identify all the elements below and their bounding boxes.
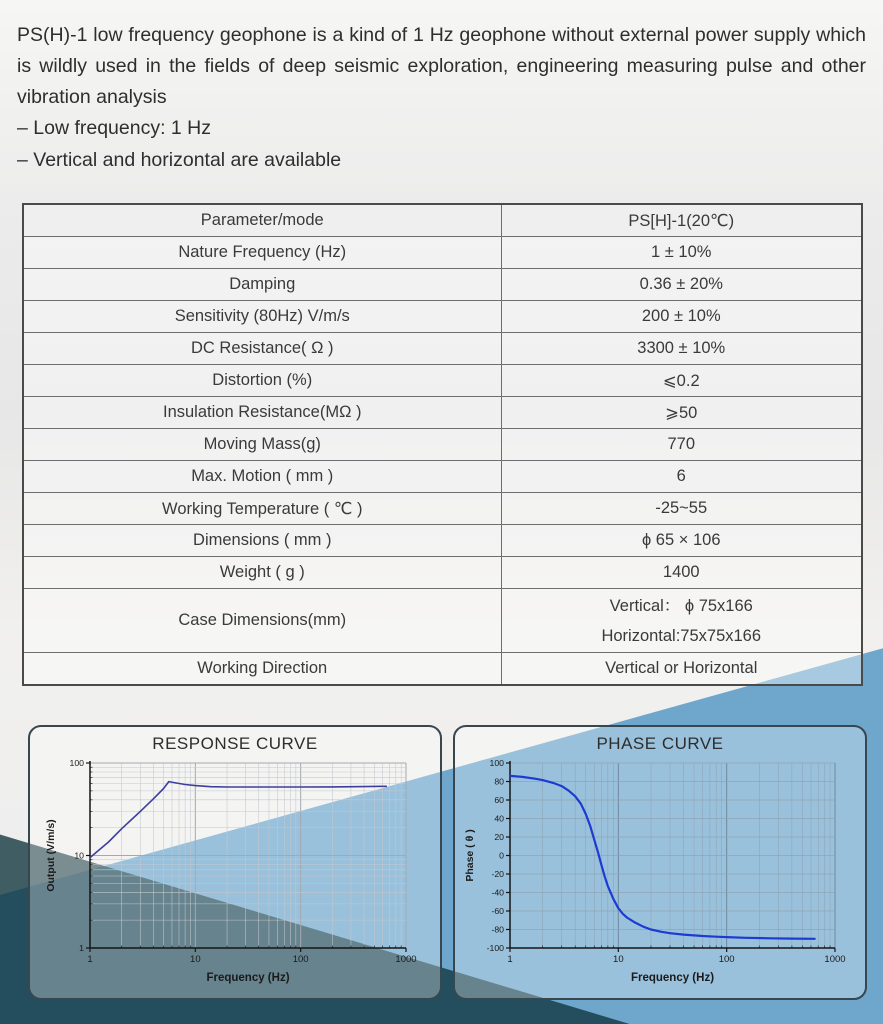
value-cell: PS[H]-1(20℃): [501, 204, 862, 237]
param-cell: Dimensions ( mm ): [23, 525, 501, 557]
svg-text:0: 0: [499, 850, 504, 861]
response-curve-chart: [30, 755, 436, 996]
svg-text:-60: -60: [491, 906, 504, 916]
param-cell: Max. Motion ( mm ): [23, 461, 501, 493]
svg-text:-100: -100: [486, 943, 504, 953]
product-description: [17, 20, 866, 176]
phase-curve-title: PHASE CURVE: [596, 734, 724, 753]
svg-text:40: 40: [494, 813, 504, 824]
table-row: [23, 525, 862, 557]
param-cell: Case Dimensions(mm): [23, 589, 501, 653]
svg-text:100: 100: [69, 758, 84, 768]
svg-text:1: 1: [79, 943, 84, 953]
param-cell: Damping: [23, 269, 501, 301]
spec-table: [22, 203, 863, 686]
svg-text:20: 20: [494, 832, 504, 842]
svg-text:Phase ( θ ): Phase ( θ ): [464, 829, 476, 882]
value-cell: ϕ 65 × 106: [501, 525, 862, 557]
table-row: [23, 204, 862, 237]
value-cell: 1 ± 10%: [501, 237, 862, 269]
svg-text:100: 100: [718, 954, 735, 965]
param-cell: Insulation Resistance(MΩ ): [23, 397, 501, 429]
svg-text:-20: -20: [491, 869, 504, 879]
value-cell: ⩾50: [501, 397, 862, 429]
param-cell: Weight ( g ): [23, 557, 501, 589]
table-row: [23, 333, 862, 365]
intro-paragraph: PS(H)-1 low frequency geophone is a kind of 1 Hz geophone without external power supply which is wildly used in the fields of deep seismic exploration, engineering measuring pulse and other vibration analysis: [17, 24, 866, 108]
value-cell: 1400: [501, 557, 862, 589]
param-cell: Working Temperature ( ℃ ): [23, 493, 501, 525]
svg-text:60: 60: [494, 795, 504, 805]
param-cell: Distortion (%): [23, 365, 501, 397]
response-curve-title: RESPONSE CURVE: [152, 734, 318, 753]
value-cell: 6: [501, 461, 862, 493]
svg-text:10: 10: [74, 850, 84, 861]
param-cell: Parameter/mode: [23, 204, 501, 237]
response-curve-card: [28, 725, 442, 1000]
svg-text:100: 100: [292, 954, 309, 965]
value-cell: Vertical or Horizontal: [501, 653, 862, 686]
param-cell: DC Resistance( Ω ): [23, 333, 501, 365]
svg-text:-80: -80: [491, 924, 504, 935]
svg-text:Output (V/m/s): Output (V/m/s): [45, 819, 57, 892]
svg-text:-40: -40: [491, 887, 504, 898]
phase-curve-chart: [455, 755, 859, 996]
value-cell: ⩽0.2: [501, 365, 862, 397]
param-cell: Working Direction: [23, 653, 501, 686]
table-row: [23, 461, 862, 493]
svg-text:100: 100: [489, 758, 504, 768]
svg-text:1: 1: [87, 954, 93, 965]
table-row: [23, 429, 862, 461]
svg-text:1: 1: [507, 954, 513, 965]
phase-curve-card: [453, 725, 867, 1000]
table-row: [23, 365, 862, 397]
svg-text:Frequency (Hz): Frequency (Hz): [630, 972, 715, 984]
table-row: [23, 589, 862, 653]
value-cell: -25~55: [501, 493, 862, 525]
value-line: Horizontal:75x75x166: [601, 626, 762, 645]
svg-text:1000: 1000: [395, 954, 417, 965]
table-row: [23, 301, 862, 333]
spec-table-body: [23, 204, 862, 685]
value-cell: 3300 ± 10%: [501, 333, 862, 365]
value-cell: 770: [501, 429, 862, 461]
svg-text:10: 10: [613, 954, 624, 965]
value-line: Vertical： ϕ 75x166: [609, 596, 753, 615]
table-row: [23, 557, 862, 589]
param-cell: Sensitivity (80Hz) V/m/s: [23, 301, 501, 333]
param-cell: Moving Mass(g): [23, 429, 501, 461]
value-cell: [501, 589, 862, 653]
svg-text:Frequency (Hz): Frequency (Hz): [206, 972, 290, 984]
table-row: [23, 269, 862, 301]
svg-text:10: 10: [190, 954, 201, 965]
value-cell: 200 ± 10%: [501, 301, 862, 333]
svg-text:1000: 1000: [824, 954, 846, 965]
table-row: [23, 653, 862, 686]
bullet-orientation: – Vertical and horizontal are available: [17, 148, 342, 171]
table-row: [23, 397, 862, 429]
svg-text:80: 80: [494, 776, 504, 787]
value-cell: 0.36 ± 20%: [501, 269, 862, 301]
bullet-low-frequency: – Low frequency: 1 Hz: [17, 117, 212, 139]
table-row: [23, 237, 862, 269]
table-row: [23, 493, 862, 525]
param-cell: Nature Frequency (Hz): [23, 237, 501, 269]
